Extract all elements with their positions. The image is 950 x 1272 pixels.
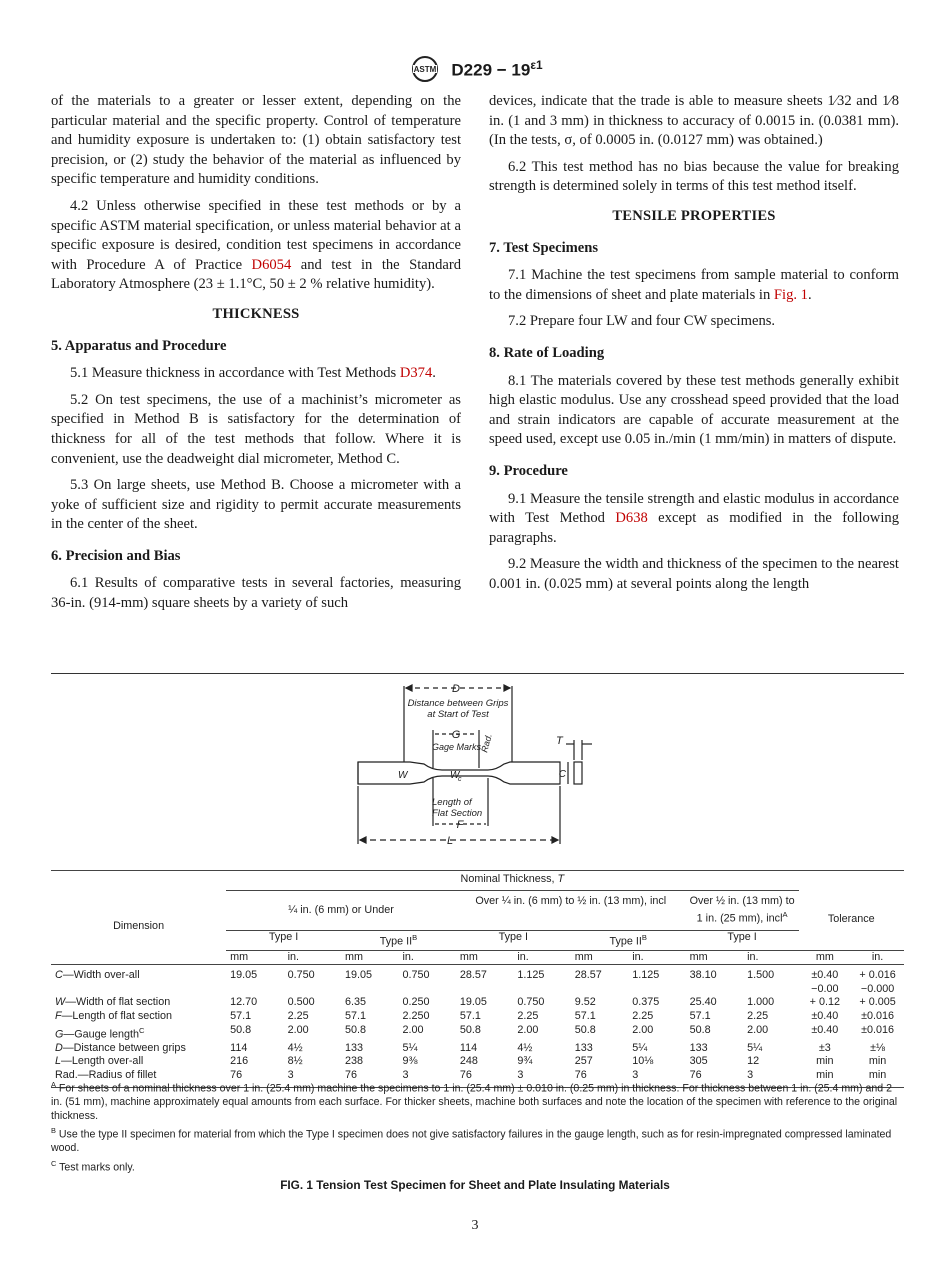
paragraph-7-2: 7.2 Prepare four LW and four CW specimens. [508,313,776,330]
table-cell: + 0.016 −0.000 [859,969,896,995]
table-cell: 76 [345,1068,358,1081]
table-cell: 2.00 [747,1023,769,1036]
table-cell: 3 [402,1068,409,1081]
section-heading-thickness: THICKNESS [212,305,300,322]
row-label: D—Distance between grips [55,1041,186,1054]
type-header: Type $II^B$ [341,931,456,950]
table-cell: 257 [574,1055,593,1068]
label-t: T [556,735,563,747]
table-row [51,965,904,997]
label-g: G [451,729,461,741]
table-cell: 3 [632,1068,639,1081]
table-row [51,1010,904,1024]
label-w: W [398,770,408,781]
dimension-header: Dimension [113,920,165,933]
table-cell: 0.750 [517,996,545,1009]
heading-5: 5. Apparatus and Procedure [51,337,227,354]
row-label: L—Length over-all [55,1055,144,1068]
type-header: Type I [456,931,571,950]
paragraph-5-1: 5.1 Measure thickness in accordance with Test Methods D374. [70,365,436,382]
table-cell: 0.750 [402,969,430,982]
group-header-1: ¼ in. (6 mm) or Under [226,890,456,931]
label-wc: W [450,770,460,781]
row-label: W—Width of flat section [55,996,171,1009]
link-fig-1[interactable]: Fig. 1 [773,286,808,303]
table-cell-lower: −0.00 [811,982,839,995]
table-cell: 28.57 [574,969,602,982]
table-cell: 114 [230,1041,248,1054]
label-grips-2: at Start of Test [427,709,489,720]
table-cell: 0.500 [287,996,315,1009]
table-cell: 19.05 [230,969,258,982]
paragraph-5-3: 5.3 On large sheets, use Method B. Choose a micrometer with a yoke of sufficient size and rigidity to permit accurate measurements in the center of the sheet. [51,477,461,533]
group-header-2: Over ¼ in. (6 mm) to ½ in. (13 mm), incl [456,890,686,931]
table-cell: 50.8 [230,1023,252,1036]
unit: in. [284,950,341,965]
table-cell: 9¾ [517,1055,533,1068]
table-cell: 10⅛ [632,1055,654,1068]
table-cell: 76 [459,1068,472,1081]
label-flat-2: Flat Section [432,808,483,819]
dimension-table [51,870,904,1088]
table-cell: ±0.016 [861,1023,895,1036]
table-cell: 8½ [287,1055,303,1068]
table-cell: 5¼ [632,1041,648,1054]
note-a: $^A$ For sheets of a nominal thickness over 1 in. (25.4 mm) machine the specimens to 1 in. (25.4 mm) ± 0.010 in. (0.25 mm) in thickness. For thickness between 1 in. (25.4 mm) and 2 in. (51 mm), machine approximately equal amounts from each surface. For thicker sheets, machine both surfaces and note the location of the specimen with reference to the original thickness. [51,1080,898,1122]
table-cell: min [816,1068,834,1081]
paragraph-7-1: 7.1 Machine the test specimens from sample material to conform to the dimensions of sheet and plate materials in Fig. 1. [489,267,899,303]
unit: in. [851,950,904,965]
unit: mm [456,950,513,965]
label-f: F [456,819,464,831]
link-d638[interactable]: D638 [615,510,648,527]
standard-code: $D229 - 19^{\varepsilon 1}$ [451,57,543,80]
link-d6054[interactable]: D6054 [251,256,292,273]
table-cell: 3 [287,1068,294,1081]
table-cell: 2.00 [402,1023,424,1036]
link-d374[interactable]: D374 [399,365,433,382]
row-label: G—Gauge length$^C$ [55,1025,145,1041]
astm-logo-icon [407,54,443,84]
table-cell: 133 [345,1041,364,1054]
table-cell: 4½ [287,1041,303,1054]
table-cell: 1.500 [747,969,775,982]
table-cell: 114 [459,1041,478,1054]
table-cell: ±0.40 −0.00 [811,969,839,995]
table-cell: 5¼ [747,1041,763,1054]
unit: mm [341,950,398,965]
table-notes [51,1078,904,1176]
paragraph: devices, indicate that the trade is able to measure sheets 1⁄32 and 1⁄8 in. (1 and 3 mm) in thickness to accuracy of 0.0015 in. (0.0381 mm). (In the tests, σ, of 0.0005 in. (0.0127 mm) was obtained.) [489,93,899,149]
table-cell: 25.40 [689,996,717,1009]
table-row [51,996,904,1010]
table-cell: 5¼ [402,1041,418,1054]
table-row [51,1042,904,1056]
paragraph: of the materials to a greater or lesser extent, depending on the particular material and the specific property. Control of temperature and humidity exposure is undertaken to: (1) obtain satisfactory test precision, or (2) study the behavior of the material as influenced by specific temperature and humidity conditions. [51,93,461,188]
table-cell: 305 [689,1055,708,1068]
label-d: D [452,683,460,695]
figure-caption: FIG. 1 Tension Test Specimen for Sheet and Plate Insulating Materials [280,1178,670,1192]
table-cell: 50.8 [345,1023,367,1036]
table-cell: 0.375 [632,996,660,1009]
specimen-diagram [340,678,610,850]
table-cell: 50.8 [459,1023,481,1036]
unit: mm [799,950,852,965]
table-cell: 2.25 [747,1009,769,1022]
paragraph-9-1: 9.1 Measure the tensile strength and elastic modulus in accordance with Test Method D638 except as modified in the following paragraphs. [489,490,899,546]
label-l: L [446,835,454,847]
table-cell: min [868,1055,887,1068]
table-cell: 2.25 [517,1009,539,1022]
label-rad: Rad. [479,732,494,754]
table-cell: ±⅛ [870,1041,886,1054]
unit: in. [513,950,570,965]
table-row [51,1024,904,1042]
table-cell: min [816,1055,834,1068]
table-cell: 133 [689,1041,708,1054]
table-cell: + 0.12 [809,996,840,1009]
note-b: $^B$ Use the type II specimen for material from which the Type I specimen does not give satisfactory failures in the gauge length, such as for resin-impregnated compressed laminated wood. [51,1126,892,1155]
table-cell: 38.10 [689,969,717,982]
table-cell: 2.00 [632,1023,654,1036]
unit: mm [226,950,283,965]
row-label: Rad.—Radius of fillet [55,1068,157,1081]
heading-6: 6. Precision and Bias [51,547,181,564]
table-cell: 57.1 [574,1009,596,1022]
table-cell: 9.52 [574,996,596,1009]
table-cell: 238 [345,1055,364,1068]
table-cell: ±0.40 [811,1009,839,1022]
table-body [51,965,904,1083]
paragraph-6-2: 6.2 This test method has no bias because the value for breaking strength is determined solely in terms of this test method itself. [489,158,899,195]
table-cell: 2.25 [632,1009,654,1022]
table-cell: 12 [747,1055,760,1068]
figure-top-rule [51,673,904,674]
table-row [51,1055,904,1069]
group-header-3: Over ½ in. (13 mm) to 1 in. (25 mm), incl$^A$ [686,890,799,931]
paragraph-8-1: 8.1 The materials covered by these test methods generally exhibit high elastic modulus. Use any crosshead speed provided that the load and strain indicators are capable of accurate measurement at the speed used, except use 0.05 in./min (1 mm/min) in matters of dispute. [489,372,899,448]
note-c: $^C$ Test marks only. [51,1158,135,1174]
tolerance-header: Tolerance [799,890,904,950]
paragraph-9-2: 9.2 Measure the width and thickness of the specimen to the nearest 0.001 in. (0.025 mm) at several points along the length [489,556,899,592]
paragraph-5-2: 5.2 On test specimens, the use of a machinist’s micrometer as specified in Method B is satisfactory for the determination of thickness for all of the test methods that follow. Where it is convenient, use the deadweight dial micrometer, Method C. [51,391,461,467]
type-header: Type $II^B$ [571,931,686,950]
table-cell: 2.250 [402,1009,430,1022]
table-cell: + 0.005 [859,996,896,1009]
table-cell: 19.05 [459,996,487,1009]
table-cell: ±3 [818,1041,831,1054]
svg-text:ASTM: ASTM [414,65,437,74]
label-flat-1: Length of [432,797,472,808]
table-cell: 76 [574,1068,587,1081]
table-cell: 9⅜ [402,1055,418,1068]
table-cell: 50.8 [689,1023,711,1036]
label-wc-sub: c [458,776,462,783]
unit: in. [628,950,685,965]
unit: in. [743,950,798,965]
paragraph-6-1: 6.1 Results of comparative tests in several factories, measuring 36-in. (914-mm) square sheets by a variety of such [51,575,461,612]
type-header: Type I [226,931,341,950]
unit: mm [571,950,628,965]
table-cell: ±0.016 [861,1009,895,1022]
label-grips-1: Distance between Grips [407,698,509,709]
heading-7: 7. Test Specimens [489,239,599,256]
table-cell: 57.1 [230,1009,252,1022]
label-gage-marks: Gage Marks [432,742,482,752]
table-cell: 2.00 [517,1023,539,1036]
table-cell: 50.8 [574,1023,596,1036]
table-cell: 57.1 [459,1009,481,1022]
unit: mm [686,950,743,965]
label-c: C [558,769,566,780]
table-cell: 133 [574,1041,593,1054]
table-cell: 28.57 [459,969,487,982]
row-label: F—Length of flat section [55,1009,173,1022]
table-cell: 2.25 [287,1009,309,1022]
page-header [0,54,950,84]
table-cell: 19.05 [345,969,373,982]
table-cell-lower: −0.000 [860,982,895,995]
heading-9: 9. Procedure [489,462,568,479]
table-cell: 4½ [517,1041,533,1054]
table-cell: min [868,1068,887,1081]
page-number: 3 [471,1218,479,1233]
table-cell: 76 [230,1068,243,1081]
nominal-thickness-header: Nominal Thickness, T [226,871,798,891]
table-cell: 3 [517,1068,524,1081]
left-column [51,92,461,621]
table-cell: 1.125 [517,969,545,982]
table-cell: 2.00 [287,1023,309,1036]
table-cell: 248 [459,1055,478,1068]
table-cell: 0.250 [402,996,430,1009]
table-cell: 216 [230,1055,249,1068]
right-column [489,92,899,601]
type-header: Type I [686,931,799,950]
unit: in. [398,950,455,965]
table-cell: 12.70 [230,996,258,1009]
table-cell: 3 [747,1068,754,1081]
section-heading-tensile: TENSILE PROPERTIES [612,207,776,224]
table-cell: 57.1 [689,1009,711,1022]
table-cell: 1.125 [632,969,660,982]
table-cell: 0.750 [287,969,315,982]
table-cell: 57.1 [345,1009,367,1022]
table-cell: 6.35 [345,996,367,1009]
heading-8: 8. Rate of Loading [489,344,605,361]
table-cell: 76 [689,1068,702,1081]
table-cell: ±0.40 [811,1023,839,1036]
table-cell: 1.000 [747,996,775,1009]
row-label: C—Width over-all [55,969,140,982]
paragraph-4-2: 4.2 Unless otherwise specified in these test methods or by a specific ASTM material specification, or unless material behavior at a specific exposure is desired, condition test specimens in accordance with Procedure A of Practice D6054 and test in the Standard Laboratory Atmosphere (23 ± 1.1°C, 50 ± 2 % relative humidity). [51,197,461,293]
